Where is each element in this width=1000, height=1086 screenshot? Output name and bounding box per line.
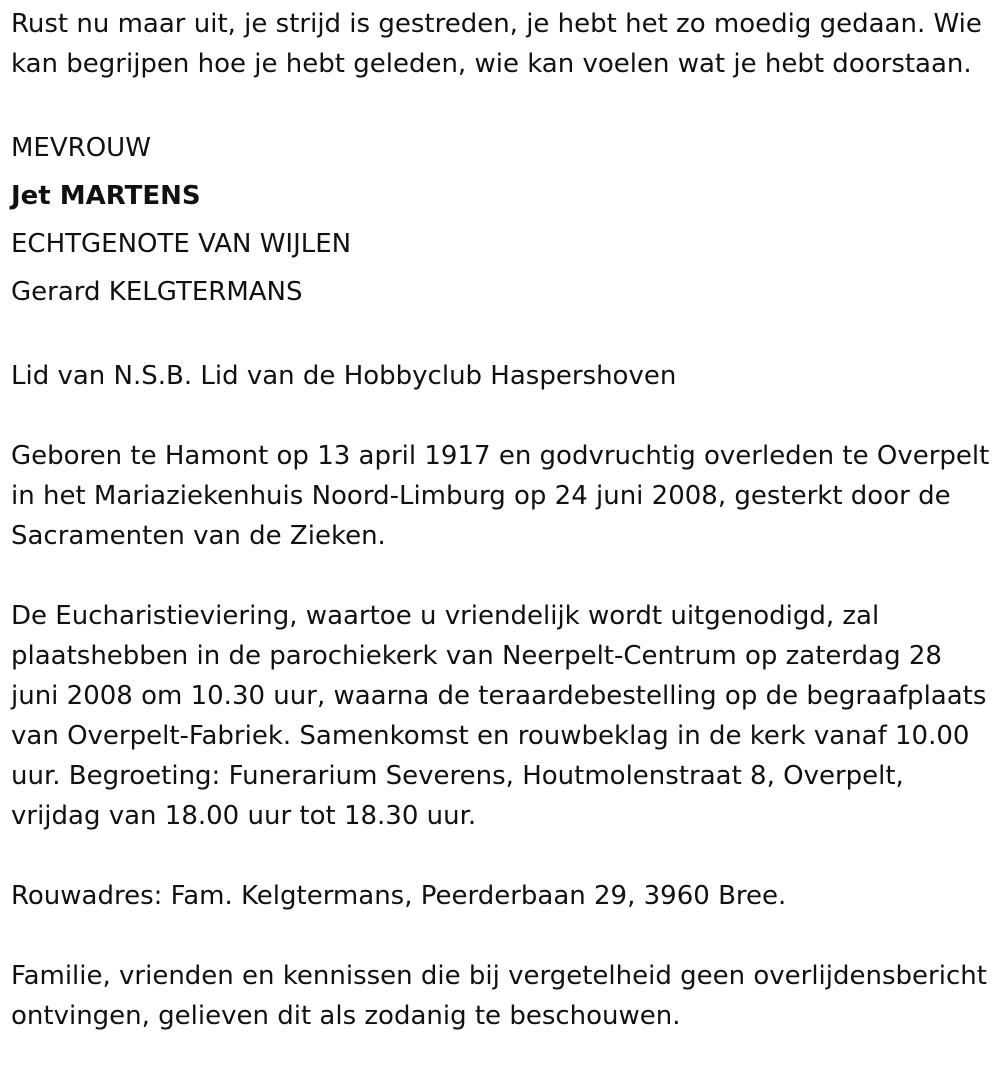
spouse-name: Gerard KELGTERMANS (11, 277, 303, 307)
spacer (11, 836, 996, 876)
spacer (11, 316, 996, 356)
relation-line: ECHTGENOTE VAN WIJLEN (11, 229, 352, 259)
service-paragraph: De Eucharistieviering, waartoe u vriendelijk wordt uitgenodigd, zal plaatshebben in de parochiekerk van Neerpelt-Centrum op zaterdag 28 juni 2008 om 10.30 uur, waarna de teraardebestelling op de begraafplaats van Overpelt-Fabriek. Samenkomst en rouwbeklag in de kerk vanaf 10.00 uur. Begroeting: Funerarium Severens, Houtmolenstraat 8, Overpelt, vrijdag van 18.00 uur tot 18.30 uur. (11, 601, 987, 831)
birth-death-paragraph: Geboren te Hamont op 13 april 1917 en godvruchtig overleden te Overpelt in het Mariaziekenhuis Noord-Limburg op 24 juni 2008, gesterkt door de Sacramenten van de Zieken. (11, 441, 990, 551)
spacer (11, 556, 996, 596)
spacer (11, 84, 996, 124)
closing-paragraph: Familie, vrienden en kennissen die bij vergetelheid geen overlijdensbericht ontvingen, gelieven dit als zodanig te beschouwen. (11, 961, 987, 1031)
spacer (11, 396, 996, 436)
memberships-paragraph: Lid van N.S.B. Lid van de Hobbyclub Haspershoven (11, 361, 677, 391)
obituary-document (11, 4, 996, 1036)
address-paragraph: Rouwadres: Fam. Kelgtermans, Peerderbaan 29, 3960 Bree. (11, 881, 787, 911)
deceased-name: Jet MARTENS (11, 181, 201, 211)
quote-paragraph: Rust nu maar uit, je strijd is gestreden, je hebt het zo moedig gedaan. Wie kan begrijpen hoe je hebt geleden, wie kan voelen wat je hebt doorstaan. (11, 9, 982, 79)
title-line: MEVROUW (11, 133, 151, 163)
spacer (11, 916, 996, 956)
